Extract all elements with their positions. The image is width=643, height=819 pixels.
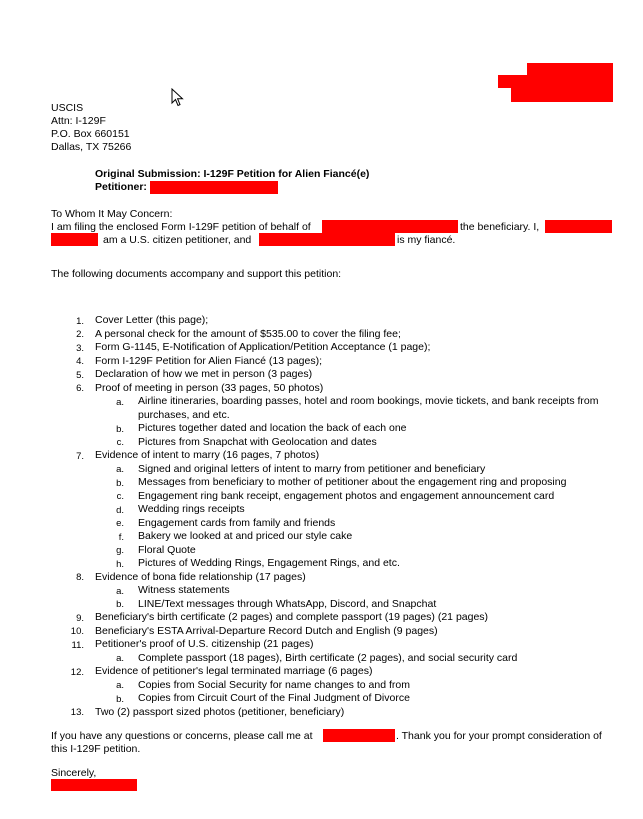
redacted-petitioner-name-2	[545, 220, 612, 233]
list-item-number: 6.	[76, 383, 84, 394]
sub-item-letter: b.	[116, 423, 124, 435]
sub-item-letter: b.	[116, 693, 124, 705]
list-item: Form I-129F Petition for Alien Fiancé (13 pages);	[95, 354, 323, 367]
sub-item-letter: b.	[116, 477, 124, 489]
list-item: Two (2) passport sized photos (petitioner, beneficiary)	[95, 705, 345, 718]
list-item: A personal check for the amount of $535.00 to cover the filing fee;	[95, 327, 401, 340]
sub-item: Copies from Social Security for name changes to and from	[138, 678, 410, 691]
redacted-header-block-2	[498, 75, 528, 88]
sub-item: Signed and original letters of intent to marry from petitioner and beneficiary	[138, 462, 486, 475]
intro-text-2: the beneficiary. I,	[460, 221, 540, 233]
list-item-number: 5.	[76, 369, 84, 381]
sub-item-letter: a.	[116, 653, 124, 664]
list-item: Beneficiary's ESTA Arrival-Departure Record Dutch and English (9 pages)	[95, 624, 438, 637]
list-item-number: 13.	[70, 707, 84, 718]
list-item-number: 7.	[76, 450, 84, 462]
list-item: Evidence of bona fide relationship (17 pages)	[95, 570, 306, 583]
sub-item-letter: e.	[116, 518, 124, 529]
redacted-phone-number	[323, 729, 395, 742]
redacted-signature	[51, 779, 137, 791]
sub-item: Pictures together dated and location the back of each one	[138, 422, 407, 434]
sub-item: Copies from Circuit Court of the Final Judgment of Divorce	[138, 692, 410, 704]
redacted-beneficiary-name	[322, 220, 458, 233]
closing-text-1: If you have any questions or concerns, please call me at	[51, 730, 313, 742]
redacted-petitioner-name	[150, 181, 278, 194]
salutation: To Whom It May Concern:	[51, 208, 173, 220]
list-item-number: 2.	[76, 329, 84, 340]
redacted-petitioner-name-3	[51, 233, 98, 246]
list-item-number: 1.	[76, 315, 84, 327]
intro-text-1: I am filing the enclosed Form I-129F petition of behalf of	[51, 221, 311, 233]
sub-item: Messages from beneficiary to mother of petitioner about the engagement ring and proposing	[138, 476, 567, 488]
list-item-number: 11.	[71, 639, 84, 651]
sub-item: Floral Quote	[138, 543, 196, 556]
sub-item-letter: d.	[116, 504, 124, 516]
sub-item: Witness statements	[138, 584, 230, 596]
sub-item-letter: a.	[116, 464, 124, 475]
redacted-header-block-1	[527, 63, 613, 88]
intro-text-4: is my fiancé.	[397, 234, 456, 246]
sub-item-letter: b.	[116, 599, 124, 610]
list-item: Petitioner's proof of U.S. citizenship (21 pages)	[95, 638, 314, 650]
list-item-number: 4.	[76, 356, 84, 367]
sub-item-letter: g.	[116, 545, 124, 556]
sub-item: Pictures from Snapchat with Geolocation and dates	[138, 435, 377, 448]
closing-text-2: . Thank you for your prompt consideration of	[396, 730, 602, 742]
mouse-cursor-icon	[171, 88, 185, 108]
list-item-number: 12.	[70, 666, 84, 678]
sub-item-letter: f.	[118, 531, 124, 543]
sub-item: Wedding rings receipts	[138, 503, 245, 515]
sub-item-letter: c.	[116, 491, 124, 502]
sub-item: Engagement ring bank receipt, engagement photos and engagement announcement card	[138, 489, 555, 502]
sub-item-letter: h.	[116, 558, 124, 570]
list-item: Declaration of how we met in person (3 pages)	[95, 368, 313, 380]
address-line-3: P.O. Box 660151	[51, 128, 130, 140]
sub-item-letter: a.	[116, 396, 124, 408]
sub-item: LINE/Text messages through WhatsApp, Discord, and Snapchat	[138, 597, 437, 610]
list-item-number: 8.	[76, 572, 84, 583]
list-item: Proof of meeting in person (33 pages, 50 photos)	[95, 381, 324, 394]
sub-item: Engagement cards from family and friends	[138, 516, 336, 529]
address-line-2: Attn: I-129F	[51, 115, 106, 127]
sub-item: Complete passport (18 pages), Birth certificate (2 pages), and social security card	[138, 651, 518, 664]
sub-item-letter: a.	[116, 680, 124, 691]
list-item: Form G-1145, E-Notification of Application/Petition Acceptance (1 page);	[95, 341, 431, 353]
list-item: Beneficiary's birth certificate (2 pages) and complete passport (19 pages) (21 pages)	[95, 611, 489, 623]
list-item-number: 10.	[70, 626, 84, 637]
closing-text-3: this I-129F petition.	[51, 743, 141, 755]
petitioner-label: Petitioner:	[95, 181, 147, 193]
list-item-number: 9.	[76, 612, 84, 624]
list-item: Evidence of intent to marry (16 pages, 7 photos)	[95, 449, 320, 461]
sub-item-continuation: purchases, and etc.	[138, 408, 230, 421]
address-line-4: Dallas, TX 75266	[51, 141, 132, 153]
redacted-header-block-3	[511, 88, 613, 102]
list-item-number: 3.	[76, 342, 84, 354]
sub-item: Airline itineraries, boarding passes, hotel and room bookings, movie tickets, and bank receipts from	[138, 395, 599, 407]
list-item: Evidence of petitioner's legal terminated marriage (6 pages)	[95, 665, 373, 677]
address-line-1: USCIS	[51, 102, 84, 114]
sub-item: Bakery we looked at and priced our style cake	[138, 530, 353, 542]
sub-item-letter: a.	[116, 585, 124, 597]
intro-text-3: am a U.S. citizen petitioner, and	[103, 234, 252, 246]
documents-intro: The following documents accompany and support this petition:	[51, 268, 342, 280]
submission-title: Original Submission: I-129F Petition for Alien Fiancé(e)	[95, 168, 370, 180]
sub-item-letter: c.	[116, 437, 124, 448]
list-item: Cover Letter (this page);	[95, 314, 209, 326]
redacted-fiance-name	[259, 233, 395, 246]
sub-item: Pictures of Wedding Rings, Engagement Rings, and etc.	[138, 557, 400, 569]
sincerely: Sincerely,	[51, 767, 97, 779]
